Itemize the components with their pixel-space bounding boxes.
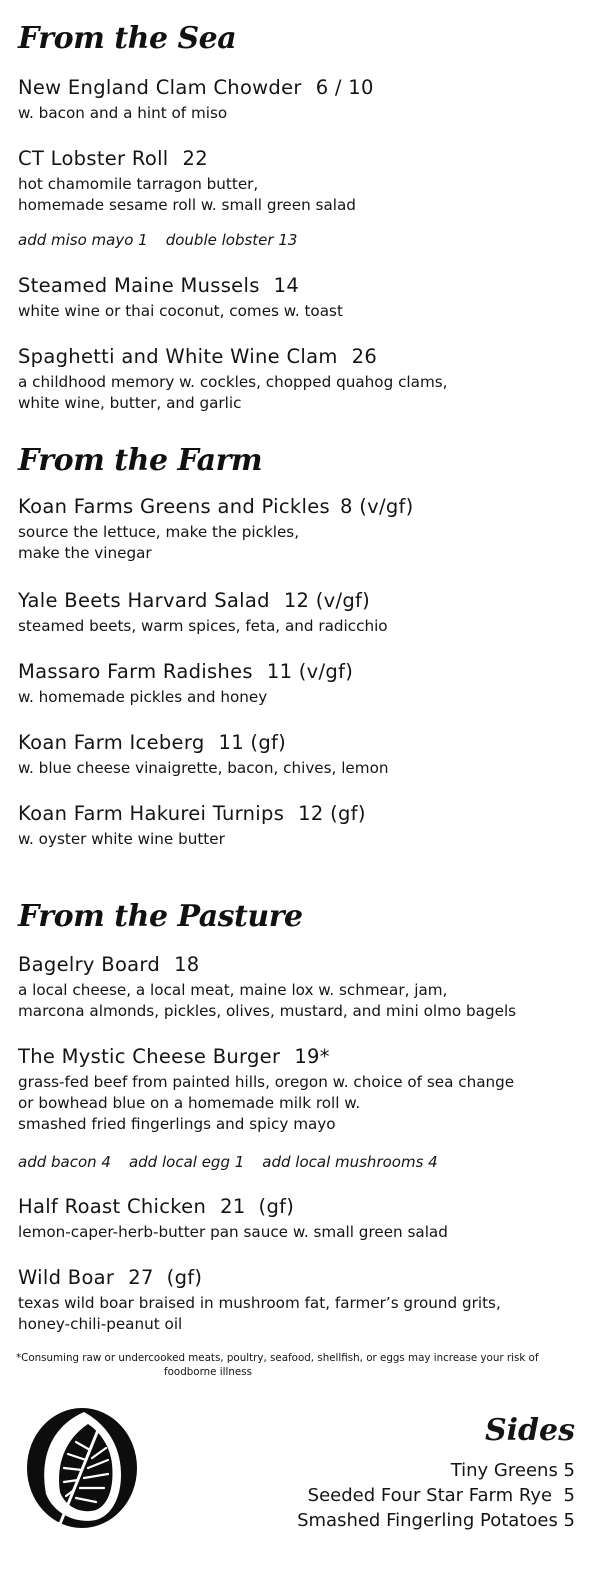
item-description: w. blue cheese vinaigrette, bacon, chives, lemon xyxy=(18,759,389,777)
health-disclaimer: *Consuming raw or undercooked meats, poultry, seafood, shellfish, or eggs may increase your risk of foodborne illness xyxy=(16,1352,539,1378)
addon-double-lobster: double lobster 13 xyxy=(165,231,298,249)
menu-item-beets-salad xyxy=(18,589,588,637)
item-description: steamed beets, warm spices, feta, and radicchio xyxy=(18,617,388,635)
menu-item-roast-chicken xyxy=(18,1195,588,1243)
section-title-farm: From the Farm xyxy=(18,443,263,478)
item-name: Yale Beets Harvard Salad xyxy=(18,589,270,612)
item-price: 12 (gf) xyxy=(298,802,366,825)
menu-item-mussels xyxy=(18,274,588,322)
leaf-logo-icon xyxy=(24,1402,140,1530)
item-name: Spaghetti and White Wine Clam xyxy=(18,345,338,368)
item-price: 22 xyxy=(182,147,208,170)
item-price: 26 xyxy=(351,345,378,368)
section-title-pasture: From the Pasture xyxy=(18,899,303,934)
menu-item-iceberg xyxy=(18,731,588,779)
addon-local-mushrooms: add local mushrooms 4 xyxy=(262,1153,438,1171)
item-description: a local cheese, a local meat, maine lox w. schmear, jam, marcona almonds, pickles, olives, mustard, and mini olmo bagels xyxy=(18,981,517,1020)
addons-burger xyxy=(18,1153,456,1171)
item-price: 8 (v/gf) xyxy=(340,495,414,518)
menu-item-bagelry-board xyxy=(18,953,588,1022)
item-name: Steamed Maine Mussels xyxy=(18,274,260,297)
sides-list xyxy=(297,1458,575,1533)
item-description: source the lettuce, make the pickles, make the vinegar xyxy=(18,523,300,562)
item-name: Koan Farm Iceberg xyxy=(18,731,205,754)
item-description: w. bacon and a hint of miso xyxy=(18,104,228,122)
item-description: w. oyster white wine butter xyxy=(18,830,225,848)
item-price: 27 (gf) xyxy=(128,1266,203,1289)
addon-miso-mayo: add miso mayo 1 xyxy=(18,231,148,249)
menu-item-turnips xyxy=(18,802,588,850)
item-description: grass-fed beef from painted hills, oregon w. choice of sea change or bowhead blue on a homemade milk roll w. smashed fried fingerlings and spicy mayo xyxy=(18,1073,515,1133)
item-description: hot chamomile tarragon butter, homemade sesame roll w. small green salad xyxy=(18,175,356,214)
item-name: Half Roast Chicken xyxy=(18,1195,207,1218)
item-name: Massaro Farm Radishes xyxy=(18,660,253,683)
menu-item-spaghetti-clam xyxy=(18,345,588,414)
item-price: 18 xyxy=(174,953,200,976)
menu-item-cheese-burger xyxy=(18,1045,588,1135)
menu-item-greens-pickles xyxy=(18,495,588,564)
item-name: New England Clam Chowder xyxy=(18,76,302,99)
menu-item-radishes xyxy=(18,660,588,708)
item-name: Wild Boar xyxy=(18,1266,115,1289)
item-name: The Mystic Cheese Burger xyxy=(18,1045,281,1068)
menu-item-clam-chowder xyxy=(18,76,588,124)
item-description: white wine or thai coconut, comes w. toast xyxy=(18,302,343,320)
item-name: CT Lobster Roll xyxy=(18,147,169,170)
item-price: 12 (v/gf) xyxy=(283,589,371,612)
addon-bacon: add bacon 4 xyxy=(18,1153,111,1171)
item-price: 11 (gf) xyxy=(218,731,287,754)
section-title-sea: From the Sea xyxy=(18,21,237,56)
item-name: Koan Farms Greens and Pickles xyxy=(18,495,330,518)
side-item-seeded-rye: Seeded Four Star Farm Rye 5 xyxy=(307,1485,575,1506)
menu-item-wild-boar xyxy=(18,1266,588,1335)
item-price: 11 (v/gf) xyxy=(266,660,354,683)
item-name: Bagelry Board xyxy=(18,953,161,976)
side-item-fingerling-potatoes: Smashed Fingerling Potatoes 5 xyxy=(297,1510,575,1531)
item-price: 19* xyxy=(294,1045,330,1068)
section-title-sides: Sides xyxy=(484,1413,575,1448)
item-price: 6 / 10 xyxy=(315,76,374,99)
item-price: 14 xyxy=(273,274,300,297)
item-name: Koan Farm Hakurei Turnips xyxy=(18,802,285,825)
side-item-tiny-greens: Tiny Greens 5 xyxy=(450,1460,575,1481)
menu-item-lobster-roll xyxy=(18,147,588,216)
item-description: texas wild boar braised in mushroom fat, farmer’s ground grits, honey-chili-peanut oil xyxy=(18,1294,501,1333)
item-description: a childhood memory w. cockles, chopped quahog clams, white wine, butter, and garlic xyxy=(18,373,448,412)
item-price: 21 (gf) xyxy=(220,1195,295,1218)
item-description: lemon-caper-herb-butter pan sauce w. small green salad xyxy=(18,1223,448,1241)
item-description: w. homemade pickles and honey xyxy=(18,688,268,706)
addon-local-egg: add local egg 1 xyxy=(128,1153,245,1171)
addons-lobster xyxy=(18,231,315,249)
